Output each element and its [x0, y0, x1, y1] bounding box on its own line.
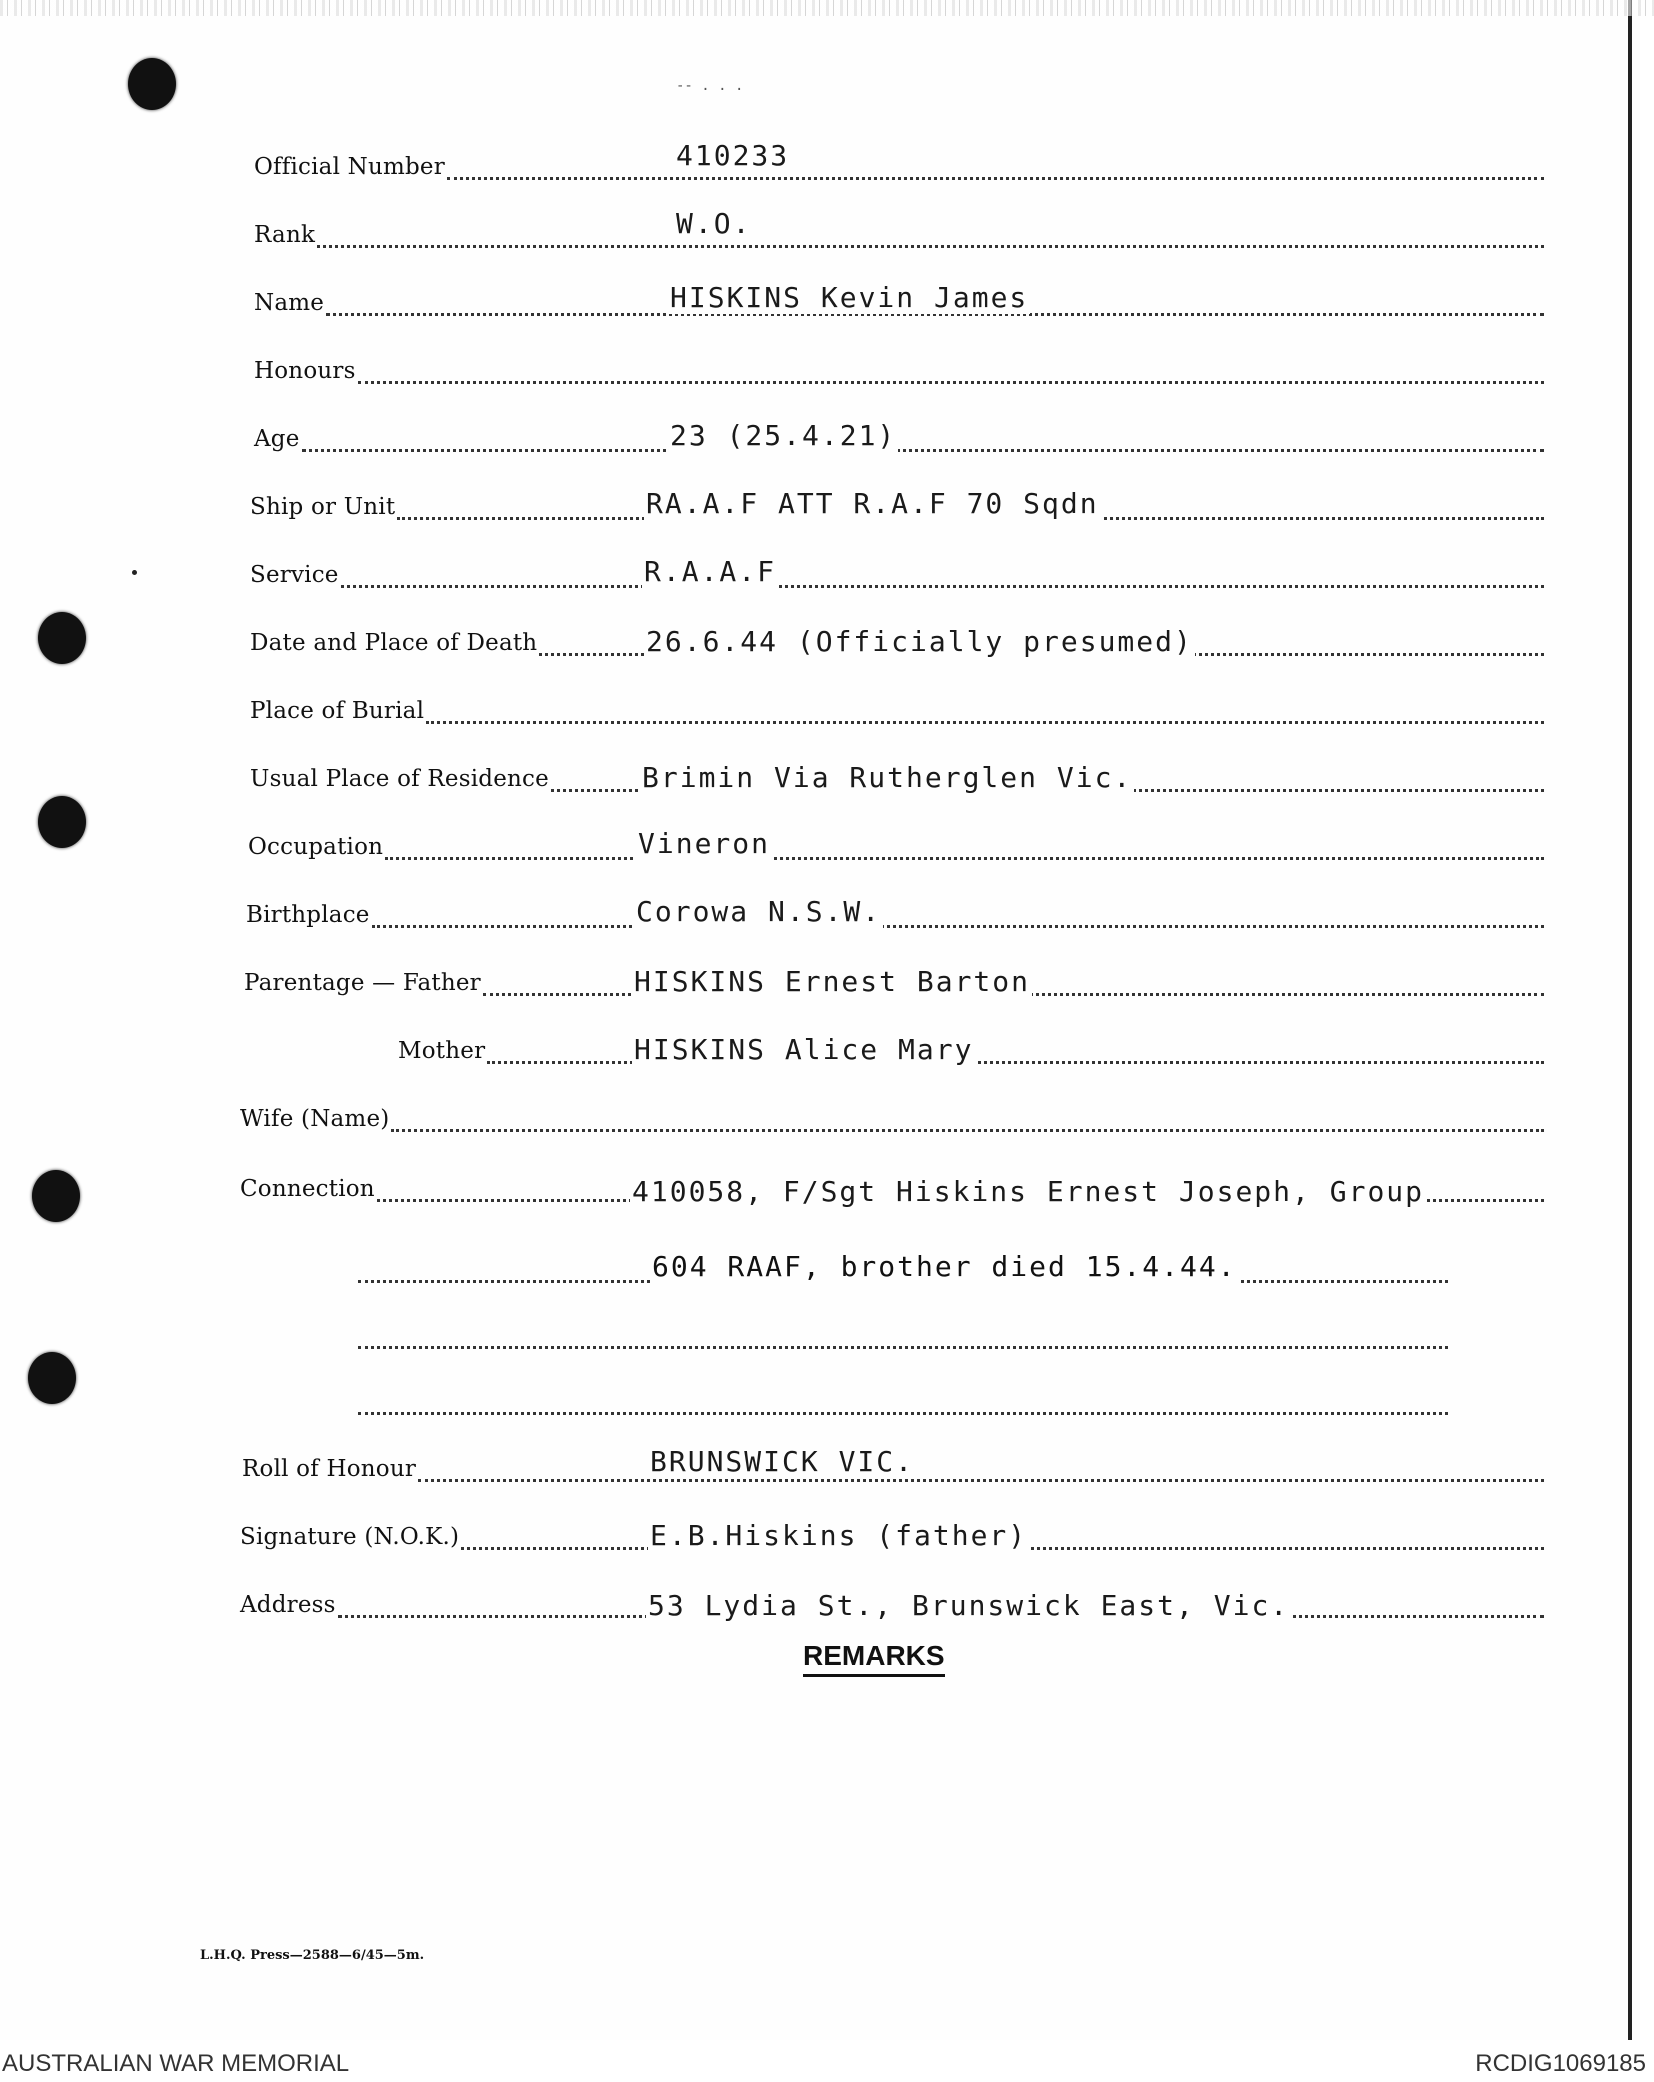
- field-ship-or-unit: [250, 486, 1544, 526]
- label-roll-of-honour: Roll of Honour: [242, 1456, 417, 1482]
- value-ship-or-unit: RA.A.F ATT R.A.F 70 Sqdn: [646, 487, 1099, 520]
- punch-hole: [38, 612, 86, 664]
- label-connection: Connection: [240, 1176, 375, 1202]
- print-code: L.H.Q. Press—2588—6/45—5m.: [200, 1948, 425, 1963]
- value-official-number: 410233: [676, 139, 790, 172]
- footer-reference: RCDIG1069185: [1475, 2050, 1646, 2077]
- field-place-of-burial: [250, 690, 1544, 730]
- value-occupation: Vineron: [638, 827, 771, 860]
- value-age: 23 (25.4.21): [670, 419, 897, 452]
- label-signature: Signature (N.O.K.): [240, 1524, 460, 1550]
- field-address: [240, 1584, 1544, 1624]
- field-service: [250, 554, 1544, 594]
- footer-institution: AUSTRALIAN WAR MEMORIAL: [2, 2050, 350, 2077]
- scan-noise: [0, 0, 1654, 16]
- label-official-number: Official Number: [254, 154, 445, 180]
- label-age: Age: [254, 426, 300, 452]
- value-birthplace: Corowa N.S.W.: [636, 895, 882, 928]
- punch-hole: [128, 58, 176, 110]
- label-service: Service: [250, 562, 339, 588]
- field-birthplace: [246, 894, 1544, 934]
- label-father: Parentage — Father: [244, 970, 481, 996]
- label-date-place-death: Date and Place of Death: [250, 630, 538, 656]
- label-name: Name: [254, 290, 325, 316]
- value-mother: HISKINS Alice Mary: [634, 1033, 974, 1066]
- field-signature: [240, 1516, 1544, 1556]
- punch-hole: [28, 1352, 76, 1404]
- field-wife: [240, 1098, 1544, 1138]
- field-official-number: [254, 139, 1544, 186]
- speck: [132, 570, 137, 575]
- value-service: R.A.A.F: [644, 555, 777, 588]
- connection-line-4: [358, 1412, 1448, 1415]
- label-usual-residence: Usual Place of Residence: [250, 766, 549, 792]
- label-rank: Rank: [254, 222, 316, 248]
- label-birthplace: Birthplace: [246, 902, 370, 928]
- punch-hole: [38, 796, 86, 848]
- label-mother: Mother: [398, 1038, 486, 1064]
- label-ship-or-unit: Ship or Unit: [250, 494, 396, 520]
- value-father: HISKINS Ernest Barton: [634, 965, 1031, 998]
- field-honours: [254, 350, 1544, 390]
- field-mother: [398, 1030, 1544, 1070]
- value-connection: 410058, F/Sgt Hiskins Ernest Joseph, Group: [632, 1175, 1425, 1208]
- label-occupation: Occupation: [248, 834, 384, 860]
- value-date-place-death: 26.6.44 (Officially presumed): [646, 625, 1193, 658]
- value-usual-residence: Brimin Via Rutherglen Vic.: [642, 761, 1133, 794]
- footer: [0, 2042, 1654, 2082]
- label-address: Address: [240, 1592, 336, 1618]
- field-rank: [254, 207, 1544, 254]
- field-father: [244, 962, 1544, 1002]
- field-connection: [240, 1168, 1544, 1208]
- field-age: [254, 418, 1544, 458]
- top-mark: -- . . .: [676, 78, 744, 94]
- value-name: HISKINS Kevin James: [670, 281, 1029, 314]
- field-usual-residence: [250, 758, 1544, 798]
- field-name: [254, 282, 1544, 322]
- field-occupation: [248, 826, 1544, 866]
- value-connection-continued: 604 RAAF, brother died 15.4.44.: [652, 1250, 1237, 1283]
- punch-hole: [32, 1170, 80, 1222]
- value-roll-of-honour: BRUNSWICK VIC.: [650, 1445, 915, 1478]
- field-roll-of-honour: [242, 1445, 1544, 1488]
- label-honours: Honours: [254, 358, 356, 384]
- label-wife: Wife (Name): [240, 1106, 390, 1132]
- value-address: 53 Lydia St., Brunswick East, Vic.: [648, 1589, 1290, 1622]
- remarks-heading: REMARKS: [803, 1640, 945, 1677]
- value-rank: W.O.: [676, 207, 752, 240]
- field-date-place-death: [250, 622, 1544, 662]
- value-signature: E.B.Hiskins (father): [650, 1519, 1028, 1552]
- label-place-of-burial: Place of Burial: [250, 698, 425, 724]
- connection-line-3: [358, 1346, 1448, 1349]
